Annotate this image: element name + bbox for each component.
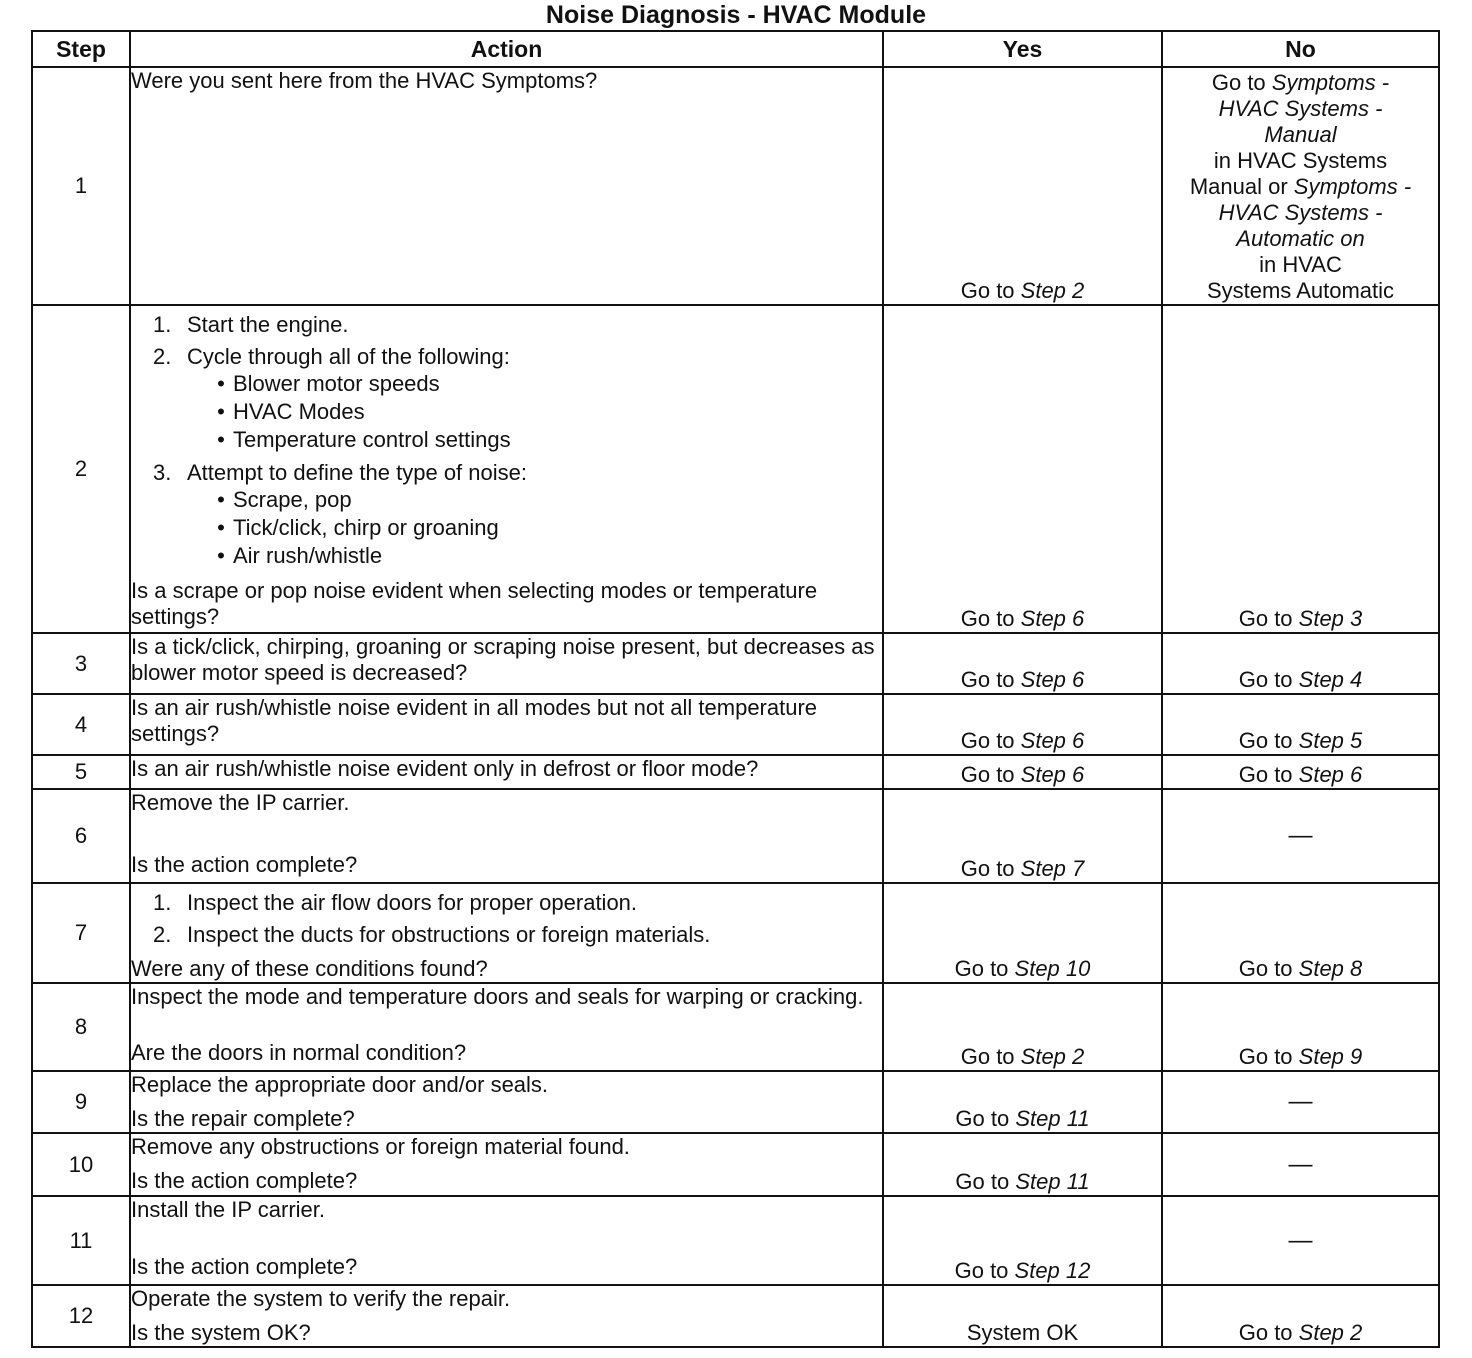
action-question: Are the doors in normal condition? [131,1040,467,1065]
step-number: 5 [32,755,130,789]
no-cell [1162,1196,1439,1285]
action-bullet-text: Tick/click, chirp or groaning [233,515,499,540]
yes-goto-prefix: Go to [954,956,1015,981]
action-content [131,1072,882,1132]
table-row [32,883,1439,983]
no-cell [1162,305,1439,633]
action-cell [130,1133,883,1196]
action-step-text: Start the engine. [187,312,349,337]
no-goto-target: Step 3 [1298,606,1363,631]
action-cell [130,755,883,789]
header-yes: Yes [883,31,1162,67]
step-number: 7 [32,883,130,983]
yes-cell [883,983,1162,1071]
table-row [32,67,1439,305]
action-bullet [209,542,882,570]
action-instruction: Remove the IP carrier. [131,790,350,815]
action-bullet-text: Blower motor speeds [233,371,440,396]
action-cell [130,983,883,1071]
action-instruction: Install the IP carrier. [131,1197,326,1222]
step-number: 11 [32,1196,130,1285]
no-goto-target: Step 9 [1298,1044,1363,1069]
yes-goto-prefix: Go to [954,1258,1015,1283]
no-line-italic: Manual [1264,122,1337,147]
no-goto-prefix: Go to [1238,1044,1299,1069]
no-goto-target: Step 2 [1298,1320,1363,1345]
no-goto-target: Step 4 [1298,667,1363,692]
action-step [153,460,882,486]
bullet-icon: • [217,399,225,424]
step-number: 12 [32,1285,130,1347]
no-cell [1162,694,1439,755]
action-content [131,756,882,784]
yes-goto [961,762,1085,787]
yes-goto-target: Step 6 [1020,728,1085,753]
action-content [131,790,882,878]
action-cell [130,883,883,983]
no-goto-target: Step 5 [1298,728,1363,753]
yes-goto [955,1169,1089,1194]
table-row [32,633,1439,694]
no-goto-target: Step 8 [1298,956,1363,981]
bullet-icon: • [217,427,225,452]
header-row [32,31,1439,67]
action-cell [130,694,883,755]
action-bullet [209,514,882,542]
no-line [1163,226,1438,252]
yes-cell [883,1285,1162,1347]
yes-cell [883,694,1162,755]
bullet-icon: • [217,543,225,568]
no-line-italic: Automatic on [1236,226,1365,251]
bullet-icon: • [217,515,225,540]
action-content [131,1197,882,1280]
action-content [131,984,882,1066]
action-bullet [209,370,882,398]
action-step [153,344,882,370]
no-cell [1162,1071,1439,1133]
action-instruction: Remove any obstructions or foreign material found. [131,1134,630,1159]
yes-cell [883,1133,1162,1196]
header-no: No [1162,31,1439,67]
action-cell [130,633,883,694]
yes-cell [883,67,1162,305]
action-cell [130,67,883,305]
yes-goto [961,1044,1085,1069]
action-instruction: Operate the system to verify the repair. [131,1286,511,1311]
no-goto-prefix: Go to [1238,956,1299,981]
step-number: 8 [32,983,130,1071]
no-goto-prefix: Go to [1238,606,1299,631]
no-line-italic: Symptoms - [1293,174,1412,199]
action-step-text: Inspect the air flow doors for proper operation. [187,890,638,915]
no-goto [1239,956,1363,981]
action-question: Is an air rush/whistle noise evident in all modes but not all temperature settings? [131,695,818,746]
action-cell [130,1071,883,1133]
yes-goto [961,728,1085,753]
no-cell [1162,1285,1439,1347]
action-bullet-text: HVAC Modes [233,399,365,424]
no-cell [1162,633,1439,694]
action-step [153,922,882,948]
no-dash: — [1288,1088,1313,1115]
yes-goto-target: Step 6 [1020,762,1085,787]
action-step-number: 1. [153,312,172,337]
no-line-text: Go to [1211,70,1272,95]
action-cell [130,789,883,883]
no-goto-prefix: Go to [1238,1320,1299,1345]
action-instruction: Replace the appropriate door and/or seals. [131,1072,549,1097]
action-content [131,884,882,982]
no-line [1163,96,1438,122]
yes-goto [961,856,1085,881]
yes-goto-prefix: Go to [960,856,1021,881]
table-row [32,305,1439,633]
table-row [32,694,1439,755]
yes-goto [955,956,1091,981]
yes-goto-prefix: Go to [960,667,1021,692]
no-goto-target: Step 6 [1298,762,1363,787]
yes-goto-target: Step 12 [1014,1258,1091,1283]
action-body [131,984,882,1010]
yes-cell [883,1196,1162,1285]
step-number: 6 [32,789,130,883]
action-question: Is a scrape or pop noise evident when selecting modes or temperature settings? [131,578,818,629]
table-row [32,983,1439,1071]
action-question: Is the action complete? [131,1254,358,1279]
no-goto [1239,728,1363,753]
action-body [131,790,882,816]
action-question: Is a tick/click, chirping, groaning or scraping noise present, but decreases as blower motor speed is decreased? [131,634,875,685]
no-line-italic: Symptoms - [1271,70,1390,95]
bullet-icon: • [217,487,225,512]
page-title: Noise Diagnosis - HVAC Module [545,1,927,29]
action-body [131,306,882,570]
yes-goto-target: Step 11 [1015,1106,1090,1131]
no-line [1163,200,1438,226]
action-step-number: 2. [153,344,172,369]
table-row [32,1285,1439,1347]
table-row [32,755,1439,789]
table-row [32,789,1439,883]
no-line [1163,148,1438,174]
yes-goto-target: Step 7 [1020,856,1085,881]
no-dash: — [1288,822,1313,849]
yes-goto-prefix: Go to [960,1044,1021,1069]
step-number: 9 [32,1071,130,1133]
action-bullet [209,398,882,426]
yes-goto-target: Step 6 [1020,606,1085,631]
yes-cell [883,305,1162,633]
no-goto [1239,1320,1363,1345]
action-instruction: Inspect the mode and temperature doors and seals for warping or cracking. [131,984,864,1009]
action-bullet [209,426,882,454]
header-action: Action [130,31,883,67]
action-step-number: 1. [153,890,172,915]
table-row [32,1133,1439,1196]
no-cell [1162,983,1439,1071]
yes-goto-target: Step 6 [1020,667,1085,692]
no-line-text: Systems Automatic [1206,278,1395,303]
action-steps [153,312,882,570]
yes-result: System OK [966,1320,1079,1345]
table-row [32,1071,1439,1133]
yes-goto-prefix: Go to [960,762,1021,787]
action-body [131,1134,882,1160]
yes-goto-prefix: Go to [960,606,1021,631]
no-line [1163,252,1438,278]
yes-goto [961,667,1085,692]
no-line [1163,70,1438,96]
no-goto [1239,1044,1363,1069]
step-number: 2 [32,305,130,633]
action-cell [130,305,883,633]
yes-goto [961,606,1085,631]
step-number: 10 [32,1133,130,1196]
diagnosis-table [31,30,1440,1348]
yes-goto-prefix: Go to [960,728,1021,753]
action-bullet [209,486,882,514]
action-question: Is an air rush/whistle noise evident only in defrost or floor mode? [131,756,759,781]
action-step-text: Attempt to define the type of noise: [187,460,527,485]
yes-cell [883,789,1162,883]
no-line [1163,122,1438,148]
action-step-text: Cycle through all of the following: [187,344,510,369]
yes-goto-target: Step 2 [1020,1044,1085,1069]
action-step [153,312,882,338]
action-bullet-text: Air rush/whistle [233,543,383,568]
action-question: Is the system OK? [131,1320,311,1345]
action-question: Were you sent here from the HVAC Symptoms? [131,68,598,93]
no-goto [1239,606,1363,631]
yes-goto-target: Step 11 [1015,1169,1090,1194]
action-content [131,1134,882,1194]
step-number: 4 [32,694,130,755]
action-cell [130,1285,883,1347]
no-goto [1239,762,1363,787]
yes-goto [955,1106,1089,1131]
no-dash: — [1288,1226,1313,1254]
action-body [131,1286,882,1312]
action-bullet-text: Temperature control settings [233,427,511,452]
no-goto [1239,667,1363,692]
yes-goto-prefix: Go to [955,1106,1016,1131]
no-line-italic: HVAC Systems - [1218,96,1383,121]
action-question: Is the repair complete? [131,1106,355,1131]
yes-cell [883,633,1162,694]
no-line-italic: HVAC Systems - [1218,200,1383,225]
action-step-number: 2. [153,922,172,947]
action-body [131,1197,882,1223]
no-line-text: Manual or [1189,174,1294,199]
yes-goto-target: Step 2 [1020,278,1085,303]
action-content [131,306,882,630]
no-line-text: in HVAC Systems [1213,148,1388,173]
no-line [1163,278,1438,304]
yes-cell [883,883,1162,983]
action-body [131,1072,882,1098]
no-goto-prefix: Go to [1238,728,1299,753]
no-dash: — [1288,1150,1313,1178]
action-content [131,695,882,750]
yes-cell [883,1071,1162,1133]
no-cell [1162,755,1439,789]
no-line-text: in HVAC [1259,252,1342,277]
no-cell [1162,67,1439,305]
action-body [131,884,882,948]
header-step: Step [32,31,130,67]
bullet-icon: • [217,371,225,396]
action-step-text: Inspect the ducts for obstructions or foreign materials. [187,922,711,947]
no-goto-prefix: Go to [1238,762,1299,787]
action-question: Is the action complete? [131,852,358,877]
action-content [131,68,882,300]
action-cell [130,1196,883,1285]
action-content [131,634,882,689]
action-content [131,1286,882,1346]
yes-goto [961,278,1085,303]
yes-goto-prefix: Go to [960,278,1021,303]
step-number: 3 [32,633,130,694]
action-question: Is the action complete? [131,1168,358,1193]
yes-cell [883,755,1162,789]
no-cell [1162,789,1439,883]
yes-goto-prefix: Go to [955,1169,1016,1194]
action-step [153,890,882,916]
table-row [32,1196,1439,1285]
no-cell [1162,1133,1439,1196]
action-steps [153,890,882,948]
action-step-number: 3. [153,460,172,485]
yes-goto-target: Step 10 [1014,956,1091,981]
action-question: Were any of these conditions found? [131,956,488,981]
yes-goto [955,1258,1091,1283]
no-cell [1162,883,1439,983]
no-goto-prefix: Go to [1238,667,1299,692]
no-line [1163,174,1438,200]
action-bullet-text: Scrape, pop [233,487,352,512]
step-number: 1 [32,67,130,305]
